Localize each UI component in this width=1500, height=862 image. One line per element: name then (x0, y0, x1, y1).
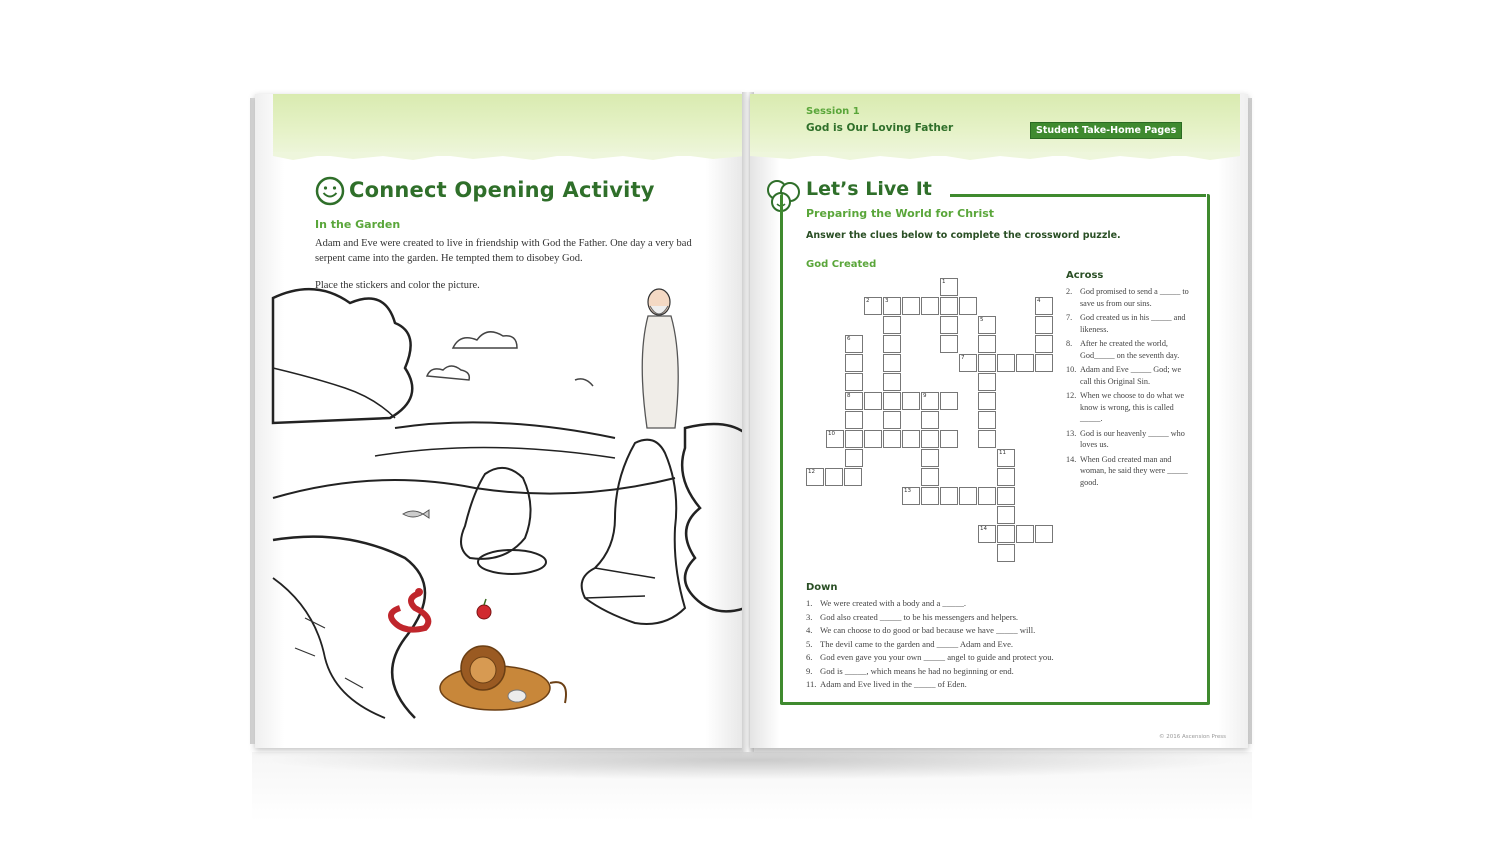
clue-item (1066, 312, 1192, 335)
crossword-cell[interactable]: 2 (864, 297, 882, 315)
crossword-cell[interactable] (997, 525, 1015, 543)
crossword-cell[interactable]: 13 (902, 487, 920, 505)
crossword-cell[interactable] (883, 392, 901, 410)
clue-text: We can choose to do good or bad because we have _____ will. (820, 625, 1036, 635)
clue-text: God is our heavenly _____ who loves us. (1080, 428, 1185, 449)
across-clues (1066, 286, 1192, 491)
down-heading: Down (806, 582, 838, 593)
crossword-cell[interactable] (921, 487, 939, 505)
clue-number: 5. (806, 638, 813, 649)
clue-item (1066, 428, 1192, 451)
crossword-cell[interactable] (902, 430, 920, 448)
clue-text: God also created _____ to be his messengers and helpers. (820, 611, 1019, 622)
clue-number: 10. (1066, 365, 1077, 374)
crossword-cell[interactable] (825, 468, 843, 486)
clue-text: God created us in his _____ and likeness. (1080, 313, 1186, 334)
clue-item (1066, 364, 1192, 387)
section-subtitle-right: Preparing the World for Christ (806, 207, 995, 220)
clue-text: After he created the world, God_____ on the seventh day. (1080, 339, 1180, 360)
clue-item (806, 652, 1186, 664)
clue-item (806, 598, 1186, 610)
crossword-cell[interactable] (1035, 354, 1053, 372)
clue-number: 11. (806, 679, 817, 689)
crossword-cell[interactable] (978, 411, 996, 429)
crossword-cell[interactable] (902, 297, 920, 315)
crossword-cell[interactable] (883, 373, 901, 391)
puzzle-title: God Created (806, 259, 877, 270)
clue-number: 7. (1066, 313, 1073, 322)
crossword-cell[interactable] (921, 430, 939, 448)
crossword-cell[interactable] (883, 430, 901, 448)
crossword-cell[interactable]: 10 (826, 430, 844, 448)
crossword-cell[interactable] (997, 468, 1015, 486)
header-band (273, 94, 745, 156)
page-title: Connect Opening Activity (349, 178, 655, 202)
clue-item (806, 612, 1186, 624)
clue-item (806, 679, 1186, 691)
crossword-cell[interactable] (978, 487, 996, 505)
coloring-instruction: Place the stickers and color the picture. (315, 280, 480, 291)
crossword-cell[interactable] (845, 411, 863, 429)
crossword-cell[interactable] (883, 354, 901, 372)
crossword-cell[interactable] (921, 449, 939, 467)
crossword-cell[interactable] (940, 430, 958, 448)
crossword-cell[interactable] (940, 335, 958, 353)
take-home-badge: Student Take-Home Pages (1030, 122, 1182, 139)
crossword-cell[interactable] (978, 373, 996, 391)
crossword-cell[interactable] (902, 392, 920, 410)
crossword-cell[interactable]: 7 (959, 354, 977, 372)
crossword-cell[interactable] (845, 430, 863, 448)
crossword-cell[interactable] (978, 335, 996, 353)
clue-text: Adam and Eve lived in the _____ of Eden. (820, 679, 967, 689)
smiley-icon (315, 176, 345, 206)
story-paragraph: Adam and Eve were created to live in friendship with God the Father. One day a very bad serpent came into the garden. He tempted them to disobey God. (315, 238, 692, 264)
crossword-cell[interactable] (940, 392, 958, 410)
clue-text: God is _____, which means he had no beginning or end. (820, 665, 1014, 676)
crossword-cell[interactable] (1035, 316, 1053, 334)
crossword-cell[interactable] (844, 468, 862, 486)
puzzle-instruction: Answer the clues below to complete the crossword puzzle. (806, 230, 1121, 241)
clue-text: We were created with a body and a _____. (820, 598, 967, 608)
crossword-cell[interactable] (864, 430, 882, 448)
clue-text: When God created man and woman, he said they were _____ good. (1080, 454, 1188, 487)
clue-number: 6. (806, 652, 813, 662)
clue-number: 9. (806, 665, 813, 676)
session-label: Session 1 (806, 106, 860, 117)
crossword-cell[interactable]: 1 (940, 278, 958, 296)
crossword-cell[interactable] (1035, 335, 1053, 353)
section-subtitle: In the Garden (315, 218, 401, 231)
crossword-cell[interactable] (883, 335, 901, 353)
crossword-cell[interactable] (883, 411, 901, 429)
right-page (750, 94, 1248, 748)
clue-number: 3. (806, 611, 813, 622)
clue-text: God promised to send a _____ to save us from our sins. (1080, 287, 1189, 308)
page-title-right: Let’s Live It (806, 178, 932, 200)
crossword-cell[interactable] (940, 316, 958, 334)
crossword-cell[interactable] (978, 354, 996, 372)
crossword-cell[interactable] (845, 354, 863, 372)
crossword-cell[interactable] (997, 354, 1015, 372)
crossword-cell[interactable]: 11 (997, 449, 1015, 467)
crossword-cell[interactable] (1035, 525, 1053, 543)
crossword-cell[interactable] (921, 297, 939, 315)
crossword-cell[interactable] (978, 430, 996, 448)
clue-number: 8. (1066, 339, 1073, 348)
crossword-cell[interactable] (921, 411, 939, 429)
crossword-cell[interactable] (845, 449, 863, 467)
crossword-cell[interactable] (997, 506, 1015, 524)
crossword-cell[interactable] (864, 392, 882, 410)
crossword-cell[interactable]: 4 (1035, 297, 1053, 315)
clue-item (1066, 338, 1192, 361)
clue-item (806, 639, 1186, 651)
session-title: God is Our Loving Father (806, 122, 954, 134)
torn-edge-right (750, 152, 1240, 162)
clue-item (1066, 454, 1192, 489)
crossword-cell[interactable] (978, 392, 996, 410)
clue-number: 2. (1066, 287, 1073, 296)
header-band-right (750, 94, 1240, 156)
crossword-cell[interactable]: 14 (978, 525, 996, 543)
crossword-cell[interactable] (1016, 354, 1034, 372)
clue-number: 1. (806, 598, 813, 608)
crossword-cell[interactable]: 3 (883, 297, 901, 315)
down-clues (806, 598, 1186, 693)
crossword-cell[interactable] (845, 373, 863, 391)
clue-text: God even gave you your own _____ angel to guide and protect you. (820, 652, 1054, 662)
crossword-cell[interactable] (1016, 525, 1034, 543)
crossword-cell[interactable] (883, 316, 901, 334)
crossword-cell[interactable] (959, 297, 977, 315)
crossword-cell[interactable]: 9 (921, 392, 939, 410)
crossword-cell[interactable]: 8 (845, 392, 863, 410)
crossword-cell[interactable] (997, 487, 1015, 505)
crossword-cell[interactable]: 5 (978, 316, 996, 334)
left-page (255, 94, 745, 748)
clue-text: Adam and Eve _____ God; we call this Original Sin. (1080, 365, 1182, 386)
clue-item (806, 625, 1186, 637)
clue-number: 14. (1066, 454, 1077, 464)
crossword-cell[interactable] (921, 468, 939, 486)
crossword-cell[interactable] (940, 297, 958, 315)
clue-number: 12. (1066, 391, 1077, 400)
clue-item (1066, 390, 1192, 425)
crossword-cell[interactable] (997, 544, 1015, 562)
crossword-cell[interactable] (940, 487, 958, 505)
crossword-cell[interactable]: 6 (845, 335, 863, 353)
clue-item (1066, 286, 1192, 309)
clue-item (806, 666, 1186, 678)
across-heading: Across (1066, 270, 1104, 281)
copyright: © 2016 Ascension Press (1159, 734, 1226, 740)
torn-edge (273, 152, 745, 162)
clue-number: 13. (1066, 428, 1077, 438)
crossword-cell[interactable]: 12 (806, 468, 824, 486)
clue-text: The devil came to the garden and _____ Adam and Eve. (820, 638, 1014, 649)
clue-text: When we choose to do what we know is wrong, this is called _____. (1080, 391, 1185, 423)
clue-number: 4. (806, 625, 813, 635)
crossword-cell[interactable] (959, 487, 977, 505)
garden-coloring-illustration (255, 278, 745, 748)
